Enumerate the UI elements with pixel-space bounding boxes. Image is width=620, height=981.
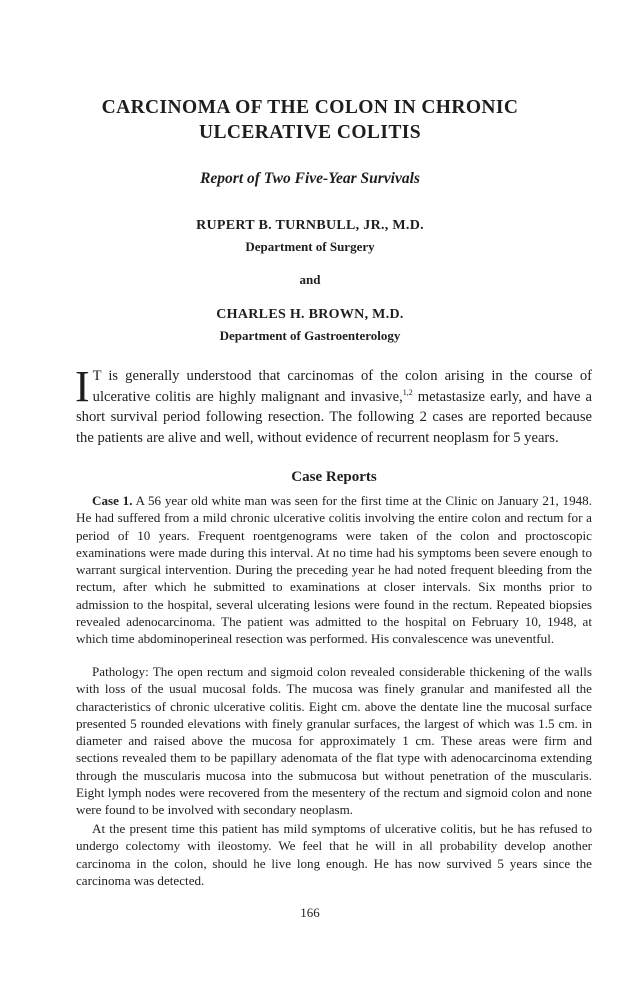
case-1-history-text: A 56 year old white man was seen for the first time at the Clinic on January 21, 1948. He had suffered from a mild chronic ulcerative colitis involving the entire colon and rectum for a period of 10 years. Frequent roentgenograms were taken of the colon and proctoscopic examinations were made during this interval. At no time had his symptoms been severe enough to warrant surgical intervention. During the preceding year he had noted frequent bleeding from the rectum, after which he submitted to examinations at closer intervals. Six months prior to admission to the hospital, several ulcerating lesions were found in the rectum. Repeated biopsies revealed adenocarcinoma. The patient was admitted to the hospital on February 10, 1948, at which time abdominoperineal resection was performed. His convalescence was uneventful. xyxy=(76,493,592,647)
case-1-outcome-paragraph: At the present time this patient has mild symptoms of ulcerative colitis, but he has refused to undergo colectomy with ileostomy. We feel that he will in all probability develop another carcinoma in the colon, should he live long enough. He has now survived 5 years since the carcinoma was detected. xyxy=(76,821,592,888)
author-conjunction: and xyxy=(299,272,321,287)
article-title-line-2: ULCERATIVE COLITIS xyxy=(199,122,421,143)
drop-cap: I xyxy=(75,362,90,411)
citation-superscript: 1,2 xyxy=(402,387,413,397)
intro-text-end: metastasize early, and have a short survival period following resection. The following 2 cases are reported because the patients are alive and well, without evidence of recurrent neoplasm for 5 years. xyxy=(76,388,592,446)
author-1-name: RUPERT B. TURNBULL, JR., M.D. xyxy=(196,218,424,233)
intro-paragraph xyxy=(75,362,592,448)
case-1-label: Case 1. xyxy=(92,493,133,508)
article-title-line-1: CARCINOMA OF THE COLON IN CHRONIC xyxy=(101,97,519,118)
section-heading-case-reports: Case Reports xyxy=(291,469,377,485)
page-number: 166 xyxy=(300,905,320,920)
case-1-paragraph-1 xyxy=(76,492,592,648)
author-2-name: CHARLES H. BROWN, M.D. xyxy=(216,307,404,322)
article-subtitle: Report of Two Five-Year Survivals xyxy=(200,170,420,187)
author-1-department: Department of Surgery xyxy=(245,239,375,254)
case-1-pathology-paragraph: Pathology: The open rectum and sigmoid colon revealed considerable thickening of the walls with loss of the usual mucosal folds. The mucosa was finely granular and manifested all the characteristics of chronic ulcerative colitis. Eight cm. above the dentate line the mucosal surface presented 5 rounded elevations with finely granular surfaces, the largest of which was 1.5 cm. in diameter and raised above the mucosa for approximately 1 cm. These areas were firm and sections revealed them to be papillary adenomata of the flat type with adenocarcinoma extending through the muscularis mucosa into the submucosa but without penetration of the muscularis. Eight lymph nodes were recovered from the mesentery of the rectum and sigmoid colon and none were found to be involved with secondary neoplasm. xyxy=(76,664,592,818)
intro-text-start: T is generally understood that carcinomas of the colon arising in the course of ulcerative colitis are highly malignant and invasive, xyxy=(92,368,592,405)
author-2-department: Department of Gastroenterology xyxy=(219,328,401,343)
